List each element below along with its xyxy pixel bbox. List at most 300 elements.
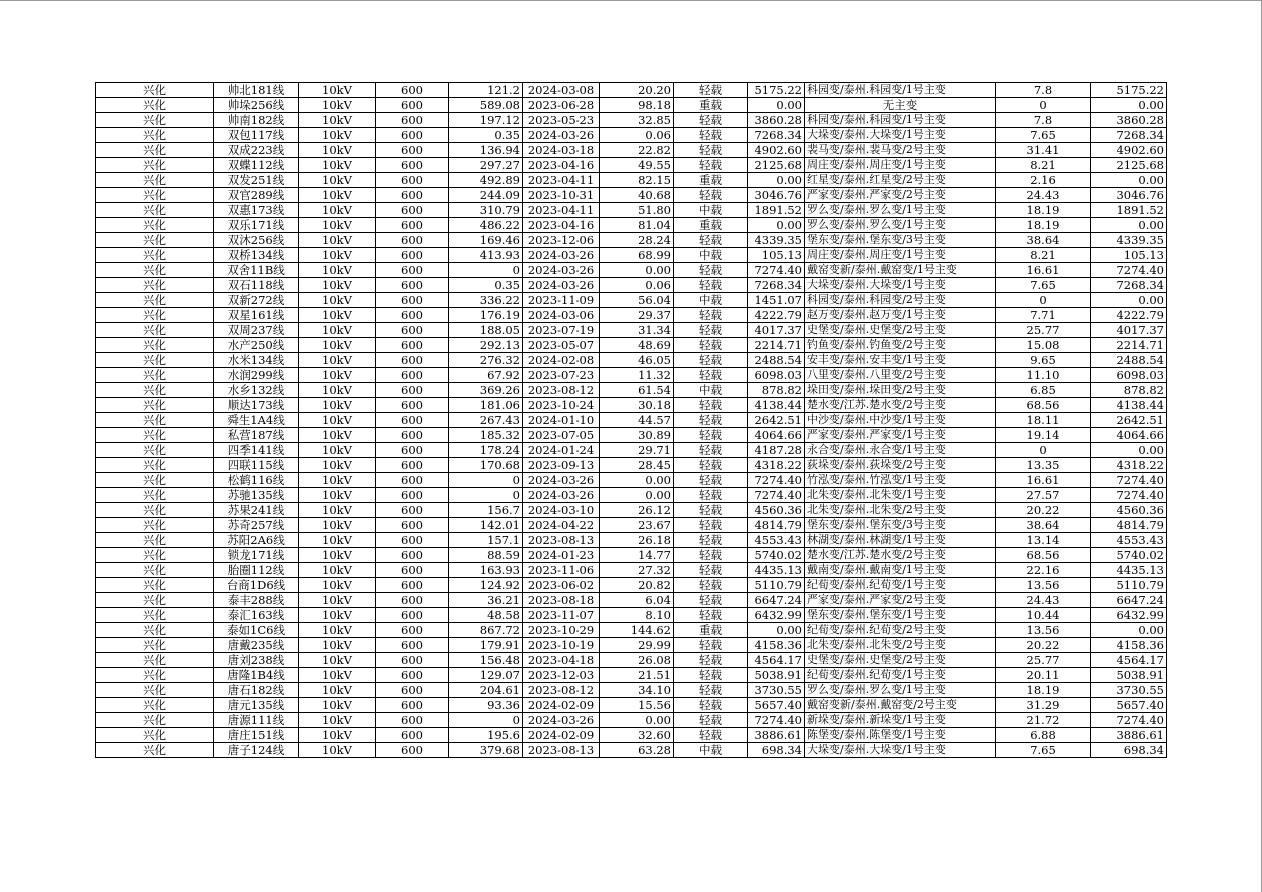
cell-date: 2024-03-26 (523, 473, 600, 488)
cell-load: 176.19 (449, 308, 523, 323)
cell-voltage: 10kV (299, 158, 376, 173)
cell-region: 兴化 (96, 743, 214, 758)
cell-voltage: 10kV (299, 713, 376, 728)
cell-region: 兴化 (96, 443, 214, 458)
cell-transformer-rate: 7.8 (996, 113, 1091, 128)
cell-load: 157.1 (449, 533, 523, 548)
cell-load-status: 轻载 (674, 728, 748, 743)
cell-substation: 陈堡变/泰州.陈堡变/1号主变 (805, 728, 996, 743)
cell-voltage: 10kV (299, 488, 376, 503)
cell-available-capacity: 2488.54 (1091, 353, 1167, 368)
cell-load: 369.26 (449, 383, 523, 398)
cell-line-name: 双乐171线 (214, 218, 299, 233)
cell-load: 0 (449, 473, 523, 488)
cell-load-status: 中载 (674, 203, 748, 218)
cell-substation: 钓鱼变/泰州.钓鱼变/2号主变 (805, 338, 996, 353)
cell-line-name: 锁龙171线 (214, 548, 299, 563)
cell-line-name: 水米134线 (214, 353, 299, 368)
cell-transformer-rate: 8.21 (996, 158, 1091, 173)
cell-load-status: 重载 (674, 98, 748, 113)
table-row (96, 203, 1167, 218)
cell-load-rate: 51.80 (600, 203, 674, 218)
cell-region: 兴化 (96, 338, 214, 353)
cell-voltage: 10kV (299, 278, 376, 293)
cell-available-capacity: 7274.40 (1091, 488, 1167, 503)
table-row (96, 668, 1167, 683)
cell-voltage: 10kV (299, 353, 376, 368)
cell-transformer-rate: 31.29 (996, 698, 1091, 713)
cell-transformer-rate: 19.14 (996, 428, 1091, 443)
cell-load-rate: 0.00 (600, 488, 674, 503)
cell-load-status: 轻载 (674, 233, 748, 248)
cell-date: 2023-08-13 (523, 743, 600, 758)
cell-load: 48.58 (449, 608, 523, 623)
cell-capacity: 600 (376, 173, 449, 188)
cell-available-capacity: 3886.61 (1091, 728, 1167, 743)
cell-available-capacity: 878.82 (1091, 383, 1167, 398)
cell-load: 589.08 (449, 98, 523, 113)
cell-load-rate: 68.99 (600, 248, 674, 263)
cell-region: 兴化 (96, 638, 214, 653)
cell-load-rate: 0.06 (600, 278, 674, 293)
cell-voltage: 10kV (299, 173, 376, 188)
cell-load-status: 轻载 (674, 323, 748, 338)
cell-capacity: 600 (376, 233, 449, 248)
cell-capacity: 600 (376, 128, 449, 143)
cell-transformer-rate: 7.65 (996, 278, 1091, 293)
table-row (96, 338, 1167, 353)
cell-margin: 4902.60 (748, 143, 805, 158)
cell-region: 兴化 (96, 683, 214, 698)
table-body (96, 83, 1167, 758)
cell-transformer-rate: 25.77 (996, 323, 1091, 338)
cell-load: 142.01 (449, 518, 523, 533)
cell-region: 兴化 (96, 323, 214, 338)
cell-capacity: 600 (376, 683, 449, 698)
cell-available-capacity: 4017.37 (1091, 323, 1167, 338)
cell-margin: 5175.22 (748, 83, 805, 98)
cell-available-capacity: 0.00 (1091, 218, 1167, 233)
cell-substation: 安丰变/泰州.安丰变/1号主变 (805, 353, 996, 368)
cell-line-name: 双惠173线 (214, 203, 299, 218)
cell-margin: 7274.40 (748, 713, 805, 728)
cell-voltage: 10kV (299, 623, 376, 638)
cell-available-capacity: 7274.40 (1091, 473, 1167, 488)
table-row (96, 368, 1167, 383)
cell-transformer-rate: 24.43 (996, 188, 1091, 203)
table-row (96, 728, 1167, 743)
cell-voltage: 10kV (299, 233, 376, 248)
cell-available-capacity: 7274.40 (1091, 263, 1167, 278)
cell-load: 0.35 (449, 278, 523, 293)
cell-transformer-rate: 16.61 (996, 263, 1091, 278)
cell-date: 2023-07-19 (523, 323, 600, 338)
table-row (96, 308, 1167, 323)
cell-line-name: 双星161线 (214, 308, 299, 323)
cell-load: 156.48 (449, 653, 523, 668)
cell-substation: 纪荀变/泰州.纪荀变/2号主变 (805, 623, 996, 638)
cell-capacity: 600 (376, 413, 449, 428)
cell-line-name: 唐刘238线 (214, 653, 299, 668)
cell-load-rate: 15.56 (600, 698, 674, 713)
cell-substation: 大垛变/泰州.大垛变/1号主变 (805, 278, 996, 293)
cell-margin: 4560.36 (748, 503, 805, 518)
cell-voltage: 10kV (299, 323, 376, 338)
cell-transformer-rate: 22.16 (996, 563, 1091, 578)
cell-voltage: 10kV (299, 383, 376, 398)
cell-capacity: 600 (376, 473, 449, 488)
cell-line-name: 胎圈112线 (214, 563, 299, 578)
cell-region: 兴化 (96, 308, 214, 323)
cell-available-capacity: 6098.03 (1091, 368, 1167, 383)
table-row (96, 473, 1167, 488)
cell-load-rate: 28.45 (600, 458, 674, 473)
cell-region: 兴化 (96, 608, 214, 623)
table-row (96, 428, 1167, 443)
table-row (96, 173, 1167, 188)
table-row (96, 593, 1167, 608)
cell-load: 185.32 (449, 428, 523, 443)
table-row (96, 398, 1167, 413)
cell-load-status: 轻载 (674, 698, 748, 713)
cell-load-rate: 32.60 (600, 728, 674, 743)
cell-load-rate: 40.68 (600, 188, 674, 203)
cell-available-capacity: 0.00 (1091, 293, 1167, 308)
cell-substation: 罗么变/泰州.罗么变/1号主变 (805, 203, 996, 218)
cell-voltage: 10kV (299, 293, 376, 308)
cell-region: 兴化 (96, 383, 214, 398)
cell-available-capacity: 2214.71 (1091, 338, 1167, 353)
cell-available-capacity: 3730.55 (1091, 683, 1167, 698)
cell-date: 2024-01-23 (523, 548, 600, 563)
cell-line-name: 苏阳2A6线 (214, 533, 299, 548)
cell-transformer-rate: 20.11 (996, 668, 1091, 683)
cell-line-name: 唐子124线 (214, 743, 299, 758)
cell-region: 兴化 (96, 728, 214, 743)
table-row (96, 83, 1167, 98)
cell-available-capacity: 7268.34 (1091, 128, 1167, 143)
cell-margin: 4138.44 (748, 398, 805, 413)
cell-capacity: 600 (376, 308, 449, 323)
cell-load-status: 轻载 (674, 578, 748, 593)
cell-margin: 2214.71 (748, 338, 805, 353)
cell-load-status: 重载 (674, 173, 748, 188)
cell-available-capacity: 4560.36 (1091, 503, 1167, 518)
cell-voltage: 10kV (299, 248, 376, 263)
cell-capacity: 600 (376, 488, 449, 503)
cell-load-rate: 144.62 (600, 623, 674, 638)
cell-line-name: 唐庄151线 (214, 728, 299, 743)
cell-capacity: 600 (376, 428, 449, 443)
cell-transformer-rate: 9.65 (996, 353, 1091, 368)
cell-load-status: 轻载 (674, 503, 748, 518)
cell-load: 310.79 (449, 203, 523, 218)
cell-capacity: 600 (376, 218, 449, 233)
cell-line-name: 双沐256线 (214, 233, 299, 248)
cell-region: 兴化 (96, 263, 214, 278)
cell-capacity: 600 (376, 98, 449, 113)
cell-capacity: 600 (376, 143, 449, 158)
cell-load-rate: 82.15 (600, 173, 674, 188)
cell-line-name: 双石118线 (214, 278, 299, 293)
cell-load-status: 轻载 (674, 548, 748, 563)
cell-margin: 5740.02 (748, 548, 805, 563)
cell-load: 170.68 (449, 458, 523, 473)
cell-substation: 科园变/泰州.科园变/1号主变 (805, 113, 996, 128)
cell-load-rate: 48.69 (600, 338, 674, 353)
cell-date: 2023-10-31 (523, 188, 600, 203)
cell-load: 163.93 (449, 563, 523, 578)
cell-available-capacity: 2642.51 (1091, 413, 1167, 428)
cell-line-name: 台商1D6线 (214, 578, 299, 593)
cell-margin: 4158.36 (748, 638, 805, 653)
cell-line-name: 苏奇257线 (214, 518, 299, 533)
cell-transformer-rate: 31.41 (996, 143, 1091, 158)
cell-region: 兴化 (96, 83, 214, 98)
cell-load-rate: 30.89 (600, 428, 674, 443)
cell-transformer-rate: 18.11 (996, 413, 1091, 428)
cell-date: 2024-03-26 (523, 263, 600, 278)
cell-region: 兴化 (96, 668, 214, 683)
cell-substation: 大垛变/泰州.大垛变/1号主变 (805, 128, 996, 143)
cell-load-status: 轻载 (674, 563, 748, 578)
cell-voltage: 10kV (299, 473, 376, 488)
cell-date: 2023-08-12 (523, 383, 600, 398)
cell-voltage: 10kV (299, 113, 376, 128)
cell-margin: 3046.76 (748, 188, 805, 203)
cell-substation: 永合变/泰州.永合变/1号主变 (805, 443, 996, 458)
cell-region: 兴化 (96, 623, 214, 638)
cell-capacity: 600 (376, 608, 449, 623)
cell-date: 2023-09-13 (523, 458, 600, 473)
cell-region: 兴化 (96, 353, 214, 368)
cell-substation: 北朱变/泰州.北朱变/2号主变 (805, 503, 996, 518)
cell-region: 兴化 (96, 293, 214, 308)
cell-substation: 周庄变/泰州.周庄变/1号主变 (805, 248, 996, 263)
table-row (96, 248, 1167, 263)
cell-load-rate: 56.04 (600, 293, 674, 308)
cell-load-rate: 61.54 (600, 383, 674, 398)
cell-line-name: 水润299线 (214, 368, 299, 383)
cell-date: 2023-04-16 (523, 218, 600, 233)
cell-load: 129.07 (449, 668, 523, 683)
cell-margin: 878.82 (748, 383, 805, 398)
cell-margin: 4222.79 (748, 308, 805, 323)
table-row (96, 653, 1167, 668)
cell-load-rate: 98.18 (600, 98, 674, 113)
cell-date: 2023-05-23 (523, 113, 600, 128)
cell-capacity: 600 (376, 713, 449, 728)
cell-margin: 4339.35 (748, 233, 805, 248)
cell-date: 2024-03-06 (523, 308, 600, 323)
cell-capacity: 600 (376, 398, 449, 413)
cell-transformer-rate: 38.64 (996, 233, 1091, 248)
cell-voltage: 10kV (299, 683, 376, 698)
cell-load-rate: 30.18 (600, 398, 674, 413)
table-row (96, 128, 1167, 143)
table-row (96, 548, 1167, 563)
cell-voltage: 10kV (299, 188, 376, 203)
cell-load-rate: 0.00 (600, 473, 674, 488)
cell-substation: 楚水变/江苏.楚水变/2号主变 (805, 548, 996, 563)
cell-line-name: 双舍11B线 (214, 263, 299, 278)
cell-date: 2023-06-28 (523, 98, 600, 113)
cell-margin: 0.00 (748, 218, 805, 233)
cell-capacity: 600 (376, 458, 449, 473)
cell-transformer-rate: 27.57 (996, 488, 1091, 503)
cell-load-status: 轻载 (674, 398, 748, 413)
cell-region: 兴化 (96, 473, 214, 488)
cell-capacity: 600 (376, 518, 449, 533)
cell-region: 兴化 (96, 488, 214, 503)
cell-available-capacity: 698.34 (1091, 743, 1167, 758)
cell-margin: 7268.34 (748, 128, 805, 143)
cell-date: 2024-03-10 (523, 503, 600, 518)
cell-capacity: 600 (376, 158, 449, 173)
cell-substation: 楚水变/江苏.楚水变/2号主变 (805, 398, 996, 413)
cell-substation: 戴窑变新/泰州.戴窑变/1号主变 (805, 263, 996, 278)
cell-load-rate: 6.04 (600, 593, 674, 608)
cell-transformer-rate: 68.56 (996, 398, 1091, 413)
cell-margin: 7274.40 (748, 473, 805, 488)
cell-substation: 垛田变/泰州.垛田变/2号主变 (805, 383, 996, 398)
cell-available-capacity: 3046.76 (1091, 188, 1167, 203)
cell-transformer-rate: 18.19 (996, 203, 1091, 218)
cell-available-capacity: 0.00 (1091, 173, 1167, 188)
cell-capacity: 600 (376, 728, 449, 743)
table-row (96, 578, 1167, 593)
cell-transformer-rate: 68.56 (996, 548, 1091, 563)
cell-region: 兴化 (96, 698, 214, 713)
cell-substation: 戴窑变新/泰州.戴窑变/2号主变 (805, 698, 996, 713)
cell-line-name: 苏驰135线 (214, 488, 299, 503)
cell-load-status: 轻载 (674, 638, 748, 653)
cell-margin: 698.34 (748, 743, 805, 758)
cell-voltage: 10kV (299, 98, 376, 113)
cell-date: 2024-03-26 (523, 248, 600, 263)
cell-region: 兴化 (96, 458, 214, 473)
cell-transformer-rate: 0 (996, 293, 1091, 308)
cell-load-status: 轻载 (674, 278, 748, 293)
cell-transformer-rate: 13.14 (996, 533, 1091, 548)
cell-capacity: 600 (376, 248, 449, 263)
cell-date: 2024-03-08 (523, 83, 600, 98)
cell-substation: 赵万变/泰州.赵万变/1号主变 (805, 308, 996, 323)
cell-load: 156.7 (449, 503, 523, 518)
cell-margin: 3886.61 (748, 728, 805, 743)
cell-load-rate: 20.82 (600, 578, 674, 593)
table-row (96, 263, 1167, 278)
cell-date: 2023-05-07 (523, 338, 600, 353)
cell-substation: 罗么变/泰州.罗么变/1号主变 (805, 683, 996, 698)
cell-capacity: 600 (376, 83, 449, 98)
cell-capacity: 600 (376, 623, 449, 638)
cell-line-name: 水产250线 (214, 338, 299, 353)
cell-load-status: 轻载 (674, 113, 748, 128)
cell-load-status: 轻载 (674, 608, 748, 623)
cell-date: 2024-03-26 (523, 278, 600, 293)
cell-date: 2024-03-26 (523, 128, 600, 143)
cell-line-name: 舜生1A4线 (214, 413, 299, 428)
table-row (96, 713, 1167, 728)
table-row (96, 293, 1167, 308)
cell-load: 178.24 (449, 443, 523, 458)
cell-transformer-rate: 38.64 (996, 518, 1091, 533)
cell-transformer-rate: 7.65 (996, 128, 1091, 143)
cell-line-name: 双官289线 (214, 188, 299, 203)
cell-load-status: 轻载 (674, 368, 748, 383)
cell-line-name: 四季141线 (214, 443, 299, 458)
cell-load: 197.12 (449, 113, 523, 128)
cell-margin: 4814.79 (748, 518, 805, 533)
cell-margin: 4064.66 (748, 428, 805, 443)
cell-available-capacity: 0.00 (1091, 443, 1167, 458)
cell-date: 2024-04-22 (523, 518, 600, 533)
cell-load-status: 中载 (674, 383, 748, 398)
cell-available-capacity: 5657.40 (1091, 698, 1167, 713)
cell-voltage: 10kV (299, 308, 376, 323)
cell-line-name: 双蝶112线 (214, 158, 299, 173)
cell-load-status: 轻载 (674, 533, 748, 548)
cell-load-status: 轻载 (674, 263, 748, 278)
cell-available-capacity: 5740.02 (1091, 548, 1167, 563)
cell-load: 179.91 (449, 638, 523, 653)
cell-substation: 堡东变/泰州.堡东变/1号主变 (805, 608, 996, 623)
cell-voltage: 10kV (299, 728, 376, 743)
table-row (96, 98, 1167, 113)
cell-date: 2023-10-24 (523, 398, 600, 413)
cell-load-rate: 20.20 (600, 83, 674, 98)
cell-load: 181.06 (449, 398, 523, 413)
cell-margin: 2642.51 (748, 413, 805, 428)
cell-voltage: 10kV (299, 338, 376, 353)
cell-date: 2024-03-26 (523, 488, 600, 503)
cell-date: 2023-04-16 (523, 158, 600, 173)
cell-line-name: 唐源111线 (214, 713, 299, 728)
cell-load-rate: 49.55 (600, 158, 674, 173)
cell-margin: 4017.37 (748, 323, 805, 338)
cell-load-rate: 81.04 (600, 218, 674, 233)
cell-line-name: 四联115线 (214, 458, 299, 473)
cell-load: 36.21 (449, 593, 523, 608)
cell-load: 0 (449, 488, 523, 503)
table-row (96, 698, 1167, 713)
cell-capacity: 600 (376, 323, 449, 338)
cell-margin: 0.00 (748, 98, 805, 113)
cell-load-status: 重载 (674, 218, 748, 233)
cell-transformer-rate: 13.35 (996, 458, 1091, 473)
cell-load: 124.92 (449, 578, 523, 593)
cell-line-name: 泰丰288线 (214, 593, 299, 608)
cell-voltage: 10kV (299, 203, 376, 218)
cell-load-status: 轻载 (674, 353, 748, 368)
table-row (96, 278, 1167, 293)
cell-available-capacity: 6647.24 (1091, 593, 1167, 608)
cell-margin: 5657.40 (748, 698, 805, 713)
cell-load-status: 轻载 (674, 143, 748, 158)
table-row (96, 608, 1167, 623)
cell-load-status: 轻载 (674, 428, 748, 443)
cell-available-capacity: 4318.22 (1091, 458, 1167, 473)
cell-load-status: 轻载 (674, 413, 748, 428)
cell-date: 2023-04-18 (523, 653, 600, 668)
cell-margin: 6647.24 (748, 593, 805, 608)
cell-line-name: 双包117线 (214, 128, 299, 143)
cell-available-capacity: 4553.43 (1091, 533, 1167, 548)
cell-capacity: 600 (376, 383, 449, 398)
cell-available-capacity: 4064.66 (1091, 428, 1167, 443)
cell-region: 兴化 (96, 233, 214, 248)
